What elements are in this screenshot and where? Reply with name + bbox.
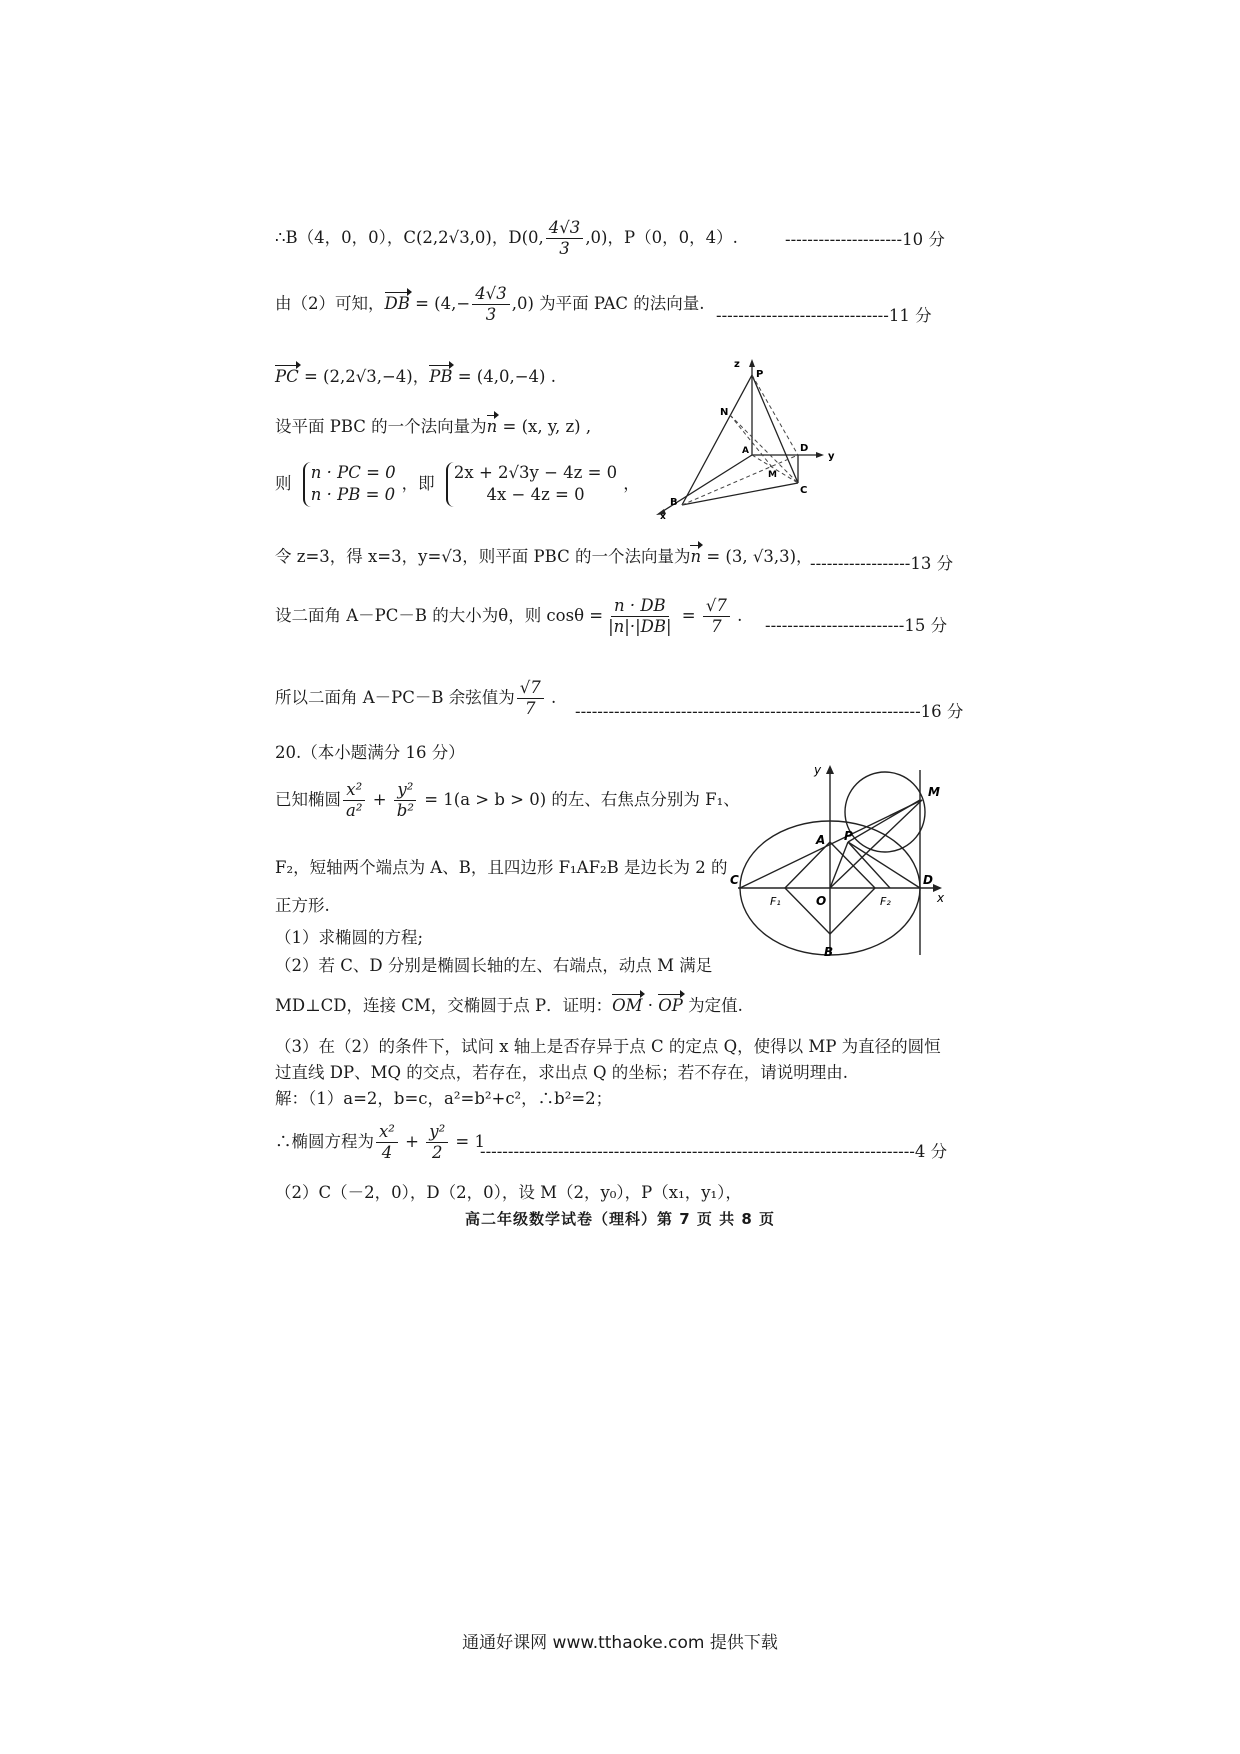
tetrahedron-figure bbox=[650, 355, 850, 520]
fraction-numerator: x² bbox=[376, 1122, 398, 1143]
text-fragment: = 1 bbox=[450, 1131, 486, 1151]
fraction bbox=[472, 284, 510, 325]
text-fragment: 由（2）可知， bbox=[275, 293, 385, 313]
line-op bbox=[830, 842, 848, 888]
text-fragment: = (2,2√3,−4)， bbox=[298, 367, 430, 386]
label-x: x bbox=[660, 512, 666, 520]
label-d: D bbox=[923, 873, 933, 887]
fraction-denominator: 3 bbox=[559, 238, 570, 258]
fraction bbox=[605, 596, 674, 637]
label-o: O bbox=[816, 894, 827, 908]
fraction-numerator: 4√3 bbox=[546, 218, 584, 239]
question-text-line: F₂，短轴两个端点为 A、B，且四边形 F₁AF₂B 是边长为 2 的 bbox=[275, 858, 728, 877]
text-fragment: . bbox=[731, 605, 743, 625]
text-fragment: + bbox=[367, 789, 392, 809]
fraction-denominator: 3 bbox=[485, 304, 497, 324]
edge-pc bbox=[752, 375, 798, 483]
label-c: C bbox=[800, 485, 808, 496]
text-fragment: = bbox=[676, 605, 701, 625]
label-a: A bbox=[742, 446, 749, 456]
text-fragment: 令 z=3，得 x=3，y=√3，则平面 PBC 的一个法向量为 bbox=[275, 547, 691, 566]
text-fragment: 设平面 PBC 的一个法向量为 bbox=[275, 417, 487, 436]
text-fragment: ，即 bbox=[401, 473, 435, 493]
text-fragment: ， bbox=[623, 473, 640, 493]
edge-nc bbox=[730, 415, 798, 483]
fraction-numerator: y² bbox=[394, 780, 416, 801]
text-fragment: ,0)，P（0，0，4）. bbox=[585, 227, 738, 247]
text-fragment: = (4,0,−4) . bbox=[452, 367, 556, 386]
label-f1: F₁ bbox=[770, 895, 781, 908]
text-fragment: (2,2√3,0) bbox=[416, 227, 492, 247]
score-marker: ------------------------------------------------------------------------------4 分 bbox=[480, 1142, 948, 1161]
z-arrow bbox=[749, 359, 755, 367]
score-marker: -------------------------15 分 bbox=[765, 616, 948, 635]
circle-diameter-mp bbox=[845, 772, 925, 852]
vector-symbol: OP bbox=[658, 995, 683, 1017]
equation-system-line bbox=[275, 462, 640, 507]
equation-row: n · PB = 0 bbox=[310, 485, 396, 505]
fraction bbox=[546, 218, 584, 259]
label-d: D bbox=[800, 443, 809, 454]
label-b: B bbox=[824, 945, 834, 959]
label-a: A bbox=[816, 833, 826, 847]
fraction-numerator: x² bbox=[343, 780, 365, 801]
edge-pb bbox=[682, 375, 752, 505]
label-x: x bbox=[937, 891, 945, 905]
text-fragment: ,0) 为平面 PAC 的法向量. bbox=[511, 293, 705, 313]
equation-system bbox=[446, 462, 617, 507]
label-c: C bbox=[730, 873, 739, 887]
label-p: P bbox=[844, 829, 853, 843]
text-fragment: 为定值. bbox=[682, 996, 743, 1015]
text-fragment: = 1(a > b > 0) 的左、右焦点分别为 F₁、 bbox=[418, 789, 740, 809]
text-fragment: + bbox=[399, 1131, 425, 1151]
question-part-3: （3）在（2）的条件下，试问 x 轴上是否存异于点 C 的定点 Q，使得以 MP 为直径的圆恒 bbox=[275, 1037, 941, 1056]
question-text-line: 正方形. bbox=[275, 896, 330, 915]
text-fragment: = (4,− bbox=[409, 293, 471, 313]
fraction-numerator: √7 bbox=[703, 596, 730, 617]
score-marker: ---------------------10 分 bbox=[785, 230, 945, 249]
text-fragment: 则 bbox=[275, 473, 292, 493]
label-f2: F₂ bbox=[880, 895, 891, 908]
ellipse-figure bbox=[730, 760, 950, 960]
equation-row: 4x − 4z = 0 bbox=[486, 485, 585, 505]
normal-vector-setup-line bbox=[275, 416, 591, 438]
score-marker: -------------------------------11 分 bbox=[716, 306, 932, 325]
question-part-1: （1）求椭圆的方程; bbox=[275, 928, 424, 947]
question-part-2-continued bbox=[275, 995, 743, 1017]
equation-row: n · PC = 0 bbox=[310, 463, 396, 482]
vector-symbol: n bbox=[690, 546, 701, 568]
text-fragment: = (3, √3,3)， bbox=[701, 547, 813, 566]
page-footer: 高二年级数学试卷（理科）第 7 页 共 8 页 bbox=[465, 1210, 775, 1228]
fraction-numerator: √7 bbox=[517, 678, 544, 699]
fraction-denominator: 7 bbox=[711, 616, 722, 636]
text-fragment: ，D(0, bbox=[491, 227, 544, 247]
y-arrow bbox=[826, 765, 834, 774]
text-fragment: · bbox=[642, 996, 659, 1015]
fraction bbox=[394, 780, 417, 821]
download-credit: 通通好课网 www.tthaoke.com 提供下载 bbox=[462, 1633, 778, 1653]
fraction bbox=[376, 1122, 398, 1163]
solution-line: 解：（1）a=2，b=c，a²=b²+c²，∴b²=2； bbox=[275, 1089, 613, 1108]
solution-setup-line: （2）C（－2，0），D（2，0），设 M（2，y₀），P（x₁，y₁）， bbox=[275, 1183, 742, 1202]
coordinates-line bbox=[275, 218, 738, 259]
text-fragment: = (x, y, z) , bbox=[497, 417, 592, 436]
line-cm bbox=[740, 800, 922, 888]
text-fragment: . bbox=[545, 687, 557, 707]
fraction-denominator: 2 bbox=[431, 1142, 443, 1162]
label-z: z bbox=[734, 359, 740, 370]
label-n: N bbox=[720, 407, 729, 418]
edge-bc bbox=[682, 483, 798, 505]
fraction bbox=[703, 596, 730, 637]
fraction-denominator: b² bbox=[396, 800, 414, 820]
answer-cosine-line bbox=[275, 678, 556, 719]
vector-symbol: PB bbox=[429, 366, 452, 388]
label-m: M bbox=[768, 470, 777, 480]
label-y: y bbox=[828, 451, 835, 462]
fraction-denominator: |n|·|DB| bbox=[608, 616, 672, 636]
text-fragment: 已知椭圆 bbox=[275, 789, 341, 809]
question-20-heading: 20.（本小题满分 16 分） bbox=[275, 743, 465, 762]
ellipse-definition-line bbox=[275, 780, 740, 821]
normal-vector-pac-line bbox=[275, 284, 705, 325]
fraction bbox=[517, 678, 544, 719]
vector-symbol: DB bbox=[385, 293, 410, 315]
fraction bbox=[343, 780, 365, 821]
fraction-denominator: 4 bbox=[381, 1142, 393, 1162]
ellipse-equation-line bbox=[275, 1122, 485, 1163]
fraction-numerator: n · DB bbox=[611, 596, 669, 617]
edge-nm bbox=[730, 415, 772, 467]
vector-symbol: n bbox=[487, 416, 498, 438]
normal-vector-result-line bbox=[275, 546, 813, 568]
label-p: P bbox=[756, 369, 764, 380]
question-part-3-continued: 过直线 DP、MQ 的交点，若存在，求出点 Q 的坐标；若不存在，请说明理由. bbox=[275, 1063, 849, 1082]
fraction-numerator: 4√3 bbox=[472, 284, 510, 305]
edge-pd bbox=[752, 375, 798, 455]
score-marker: --------------------------------------------------------------16 分 bbox=[575, 702, 964, 721]
score-marker: ------------------13 分 bbox=[810, 554, 954, 573]
vectors-pc-pb-line bbox=[275, 366, 556, 388]
label-b: B bbox=[670, 497, 678, 508]
label-y: y bbox=[814, 763, 822, 777]
text-fragment: 所以二面角 A－PC－B 余弦值为 bbox=[275, 687, 515, 707]
vector-symbol: PC bbox=[275, 366, 299, 388]
y-arrow bbox=[816, 452, 824, 458]
label-m: M bbox=[928, 785, 940, 799]
text-fragment: MD⊥CD，连接 CM，交椭圆于点 P．证明： bbox=[275, 996, 613, 1015]
equation-row: 2x + 2√3y − 4z = 0 bbox=[453, 463, 618, 482]
cosine-line bbox=[275, 596, 742, 637]
text-fragment: ∴B（4，0，0），C bbox=[275, 227, 416, 247]
text-fragment: 设二面角 A－PC－B 的大小为θ，则 cosθ = bbox=[275, 605, 604, 625]
question-part-2: （2）若 C、D 分别是椭圆长轴的左、右端点，动点 M 满足 bbox=[275, 956, 713, 975]
equation-system bbox=[303, 462, 396, 507]
text-fragment: ∴椭圆方程为 bbox=[275, 1131, 374, 1151]
fraction-denominator: a² bbox=[346, 800, 363, 820]
fraction-denominator: 7 bbox=[525, 698, 536, 718]
fraction-numerator: y² bbox=[426, 1122, 448, 1143]
fraction bbox=[426, 1122, 448, 1163]
vector-symbol: OM bbox=[612, 995, 642, 1017]
